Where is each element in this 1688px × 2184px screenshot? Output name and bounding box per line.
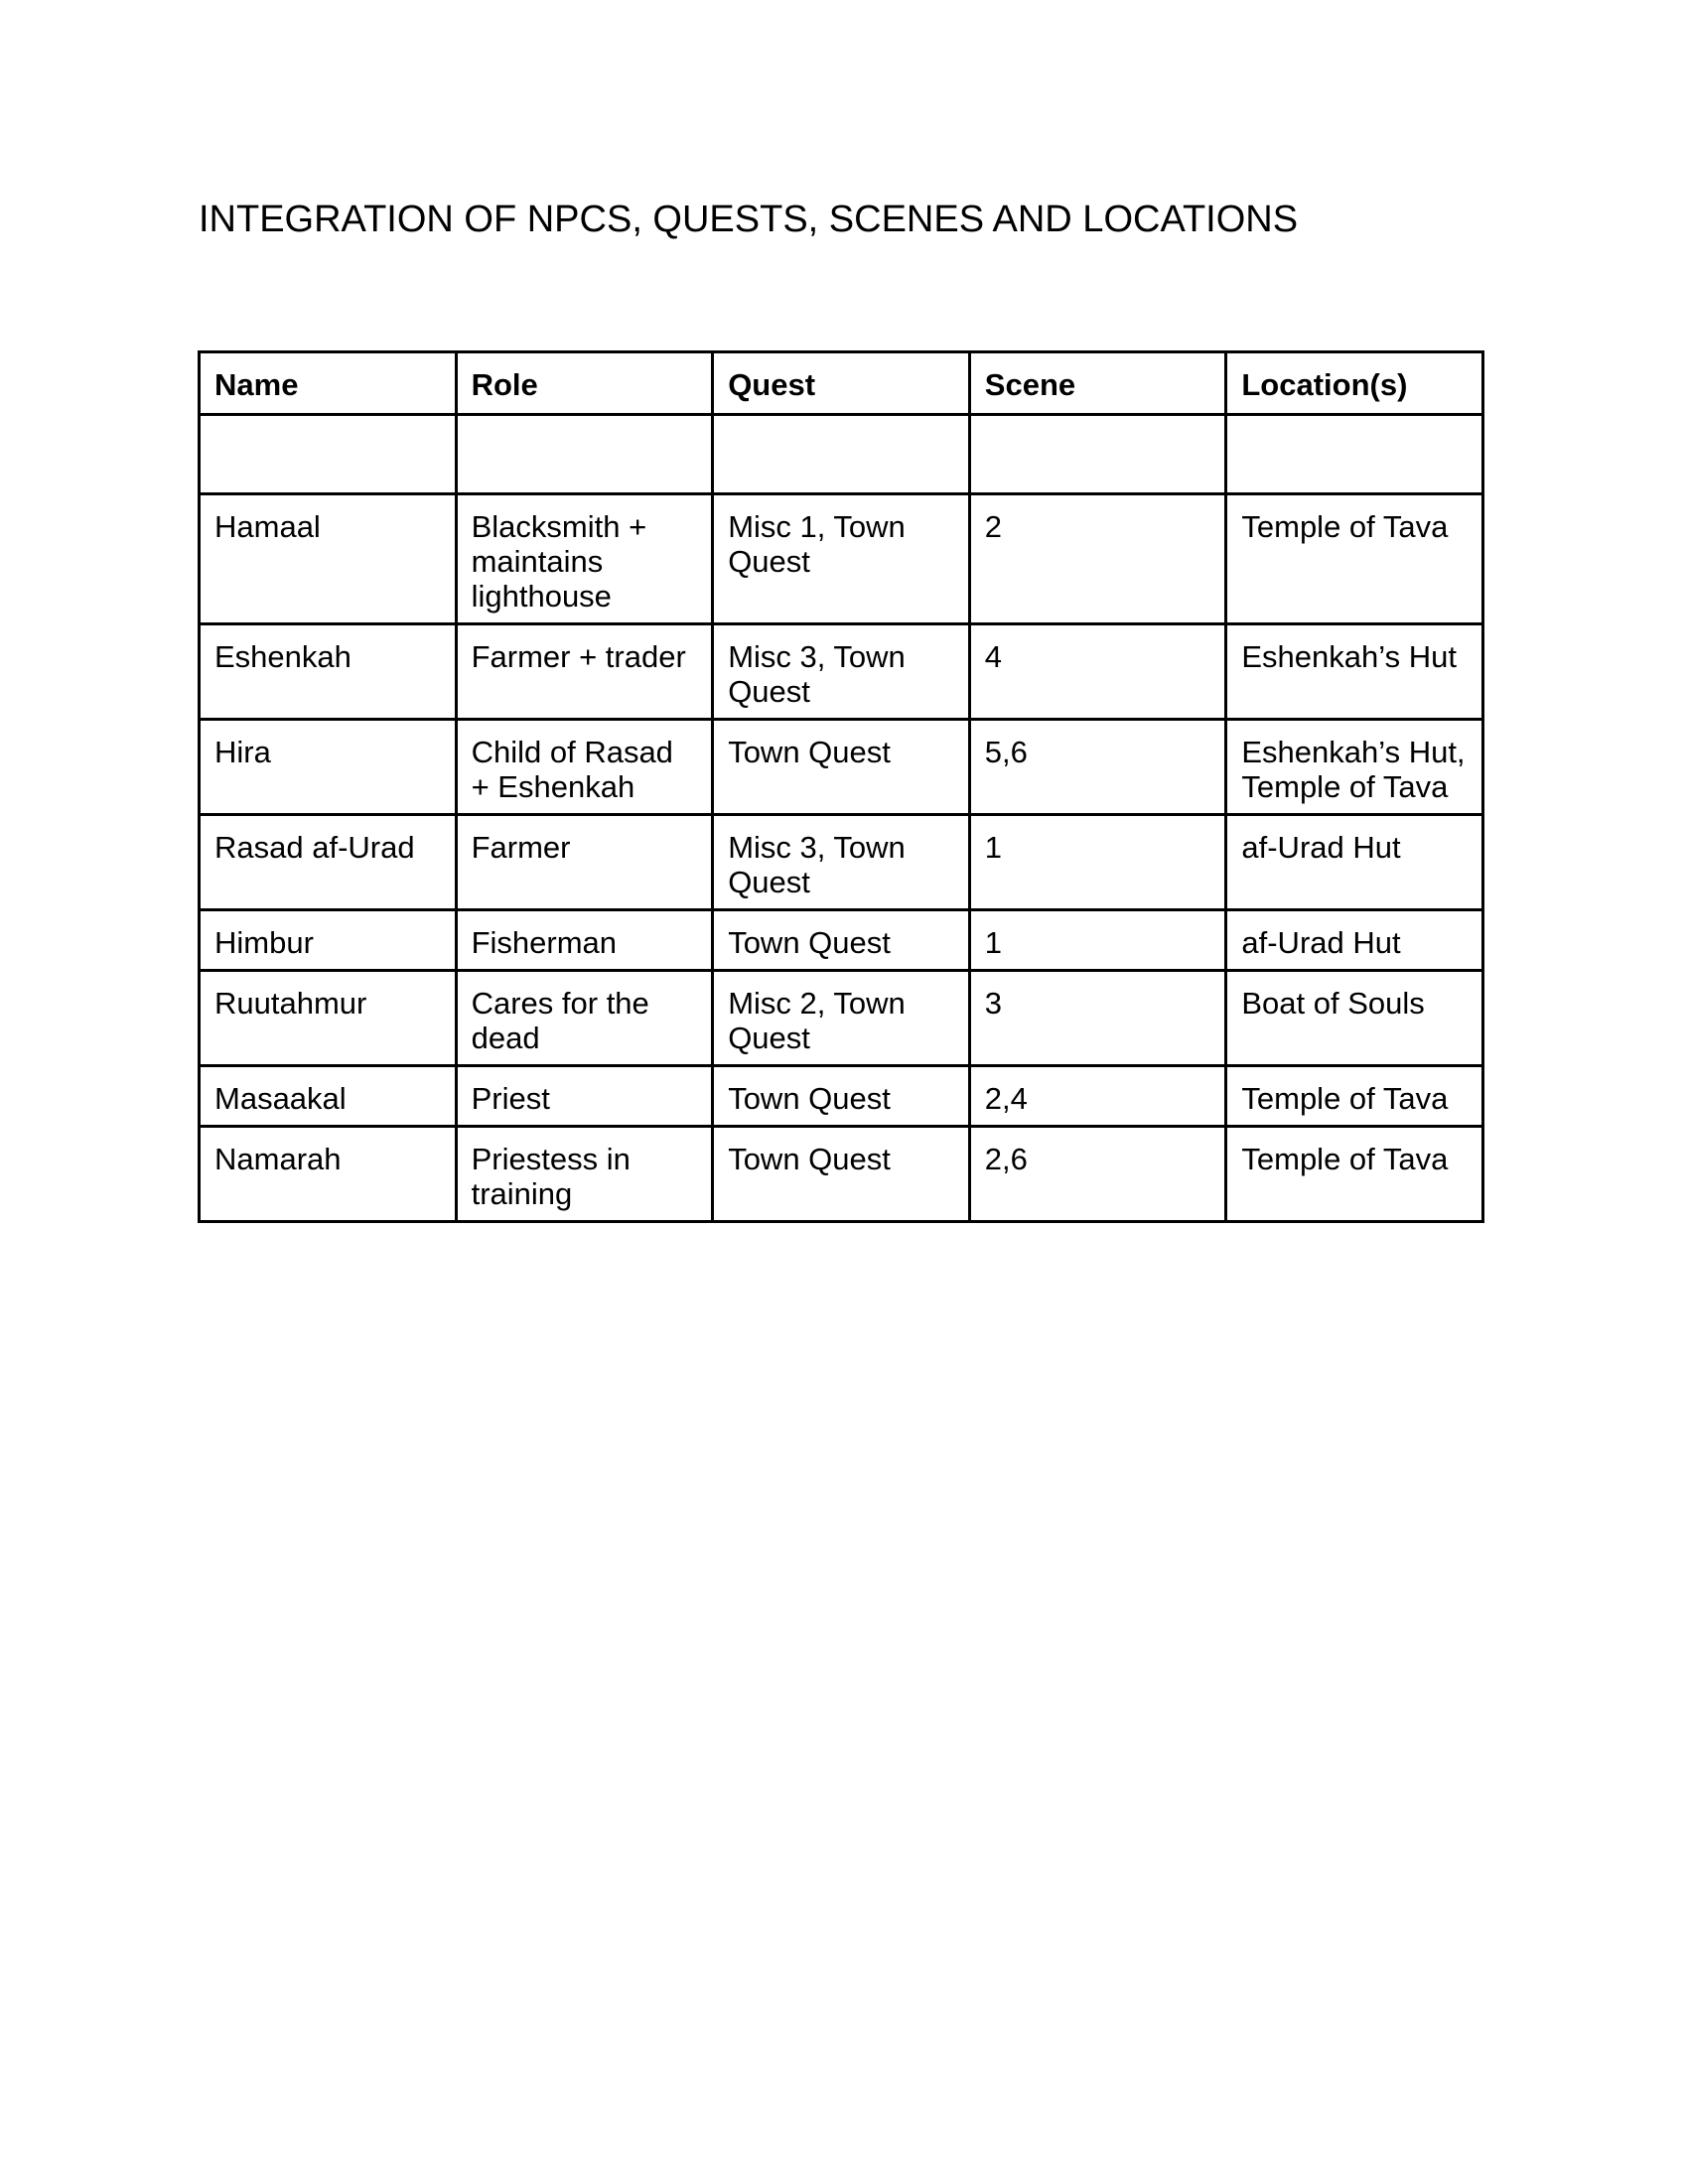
header-locations: Location(s) — [1226, 352, 1483, 415]
cell-role: Farmer + trader — [456, 624, 713, 720]
cell-name: Hamaal — [200, 494, 457, 624]
cell-quest: Misc 3, Town Quest — [713, 815, 970, 910]
cell-quest: Town Quest — [713, 720, 970, 815]
cell-name: Rasad af-Urad — [200, 815, 457, 910]
cell-locations: Temple of Tava — [1226, 494, 1483, 624]
cell-scene: 3 — [969, 971, 1226, 1066]
table-row — [200, 910, 1483, 971]
cell-name: Hira — [200, 720, 457, 815]
cell-name — [200, 415, 457, 494]
cell-quest: Town Quest — [713, 1127, 970, 1222]
cell-role: Priestess in training — [456, 1127, 713, 1222]
cell-scene: 1 — [969, 910, 1226, 971]
npc-integration-table — [198, 350, 1484, 1223]
table-body — [200, 415, 1483, 1222]
table-row — [200, 815, 1483, 910]
table-header — [200, 352, 1483, 415]
cell-name: Masaakal — [200, 1066, 457, 1127]
header-quest: Quest — [713, 352, 970, 415]
header-name: Name — [200, 352, 457, 415]
cell-quest: Town Quest — [713, 1066, 970, 1127]
table-row — [200, 1066, 1483, 1127]
cell-locations: Boat of Souls — [1226, 971, 1483, 1066]
table-row — [200, 971, 1483, 1066]
cell-role: Fisherman — [456, 910, 713, 971]
cell-quest: Misc 2, Town Quest — [713, 971, 970, 1066]
table-row — [200, 624, 1483, 720]
header-role: Role — [456, 352, 713, 415]
page-title: INTEGRATION OF NPCS, QUESTS, SCENES AND LOCATIONS — [199, 199, 1299, 240]
header-row — [200, 352, 1483, 415]
table-row — [200, 415, 1483, 494]
cell-role: Priest — [456, 1066, 713, 1127]
cell-scene: 5,6 — [969, 720, 1226, 815]
cell-locations — [1226, 415, 1483, 494]
cell-locations: Temple of Tava — [1226, 1127, 1483, 1222]
cell-name: Ruutahmur — [200, 971, 457, 1066]
cell-scene: 2 — [969, 494, 1226, 624]
cell-quest — [713, 415, 970, 494]
cell-role: Farmer — [456, 815, 713, 910]
header-scene: Scene — [969, 352, 1226, 415]
cell-scene — [969, 415, 1226, 494]
cell-name: Namarah — [200, 1127, 457, 1222]
cell-name: Eshenkah — [200, 624, 457, 720]
cell-role: Child of Rasad + Eshenkah — [456, 720, 713, 815]
cell-locations: Temple of Tava — [1226, 1066, 1483, 1127]
table-row — [200, 1127, 1483, 1222]
cell-quest: Misc 3, Town Quest — [713, 624, 970, 720]
cell-role: Blacksmith + maintains lighthouse — [456, 494, 713, 624]
cell-locations: Eshenkah’s Hut, Temple of Tava — [1226, 720, 1483, 815]
table-row — [200, 720, 1483, 815]
cell-locations: Eshenkah’s Hut — [1226, 624, 1483, 720]
cell-role — [456, 415, 713, 494]
cell-scene: 4 — [969, 624, 1226, 720]
cell-locations: af-Urad Hut — [1226, 910, 1483, 971]
cell-role: Cares for the dead — [456, 971, 713, 1066]
cell-scene: 2,4 — [969, 1066, 1226, 1127]
cell-name: Himbur — [200, 910, 457, 971]
cell-scene: 2,6 — [969, 1127, 1226, 1222]
cell-quest: Town Quest — [713, 910, 970, 971]
cell-scene: 1 — [969, 815, 1226, 910]
cell-locations: af-Urad Hut — [1226, 815, 1483, 910]
cell-quest: Misc 1, Town Quest — [713, 494, 970, 624]
table-row — [200, 494, 1483, 624]
